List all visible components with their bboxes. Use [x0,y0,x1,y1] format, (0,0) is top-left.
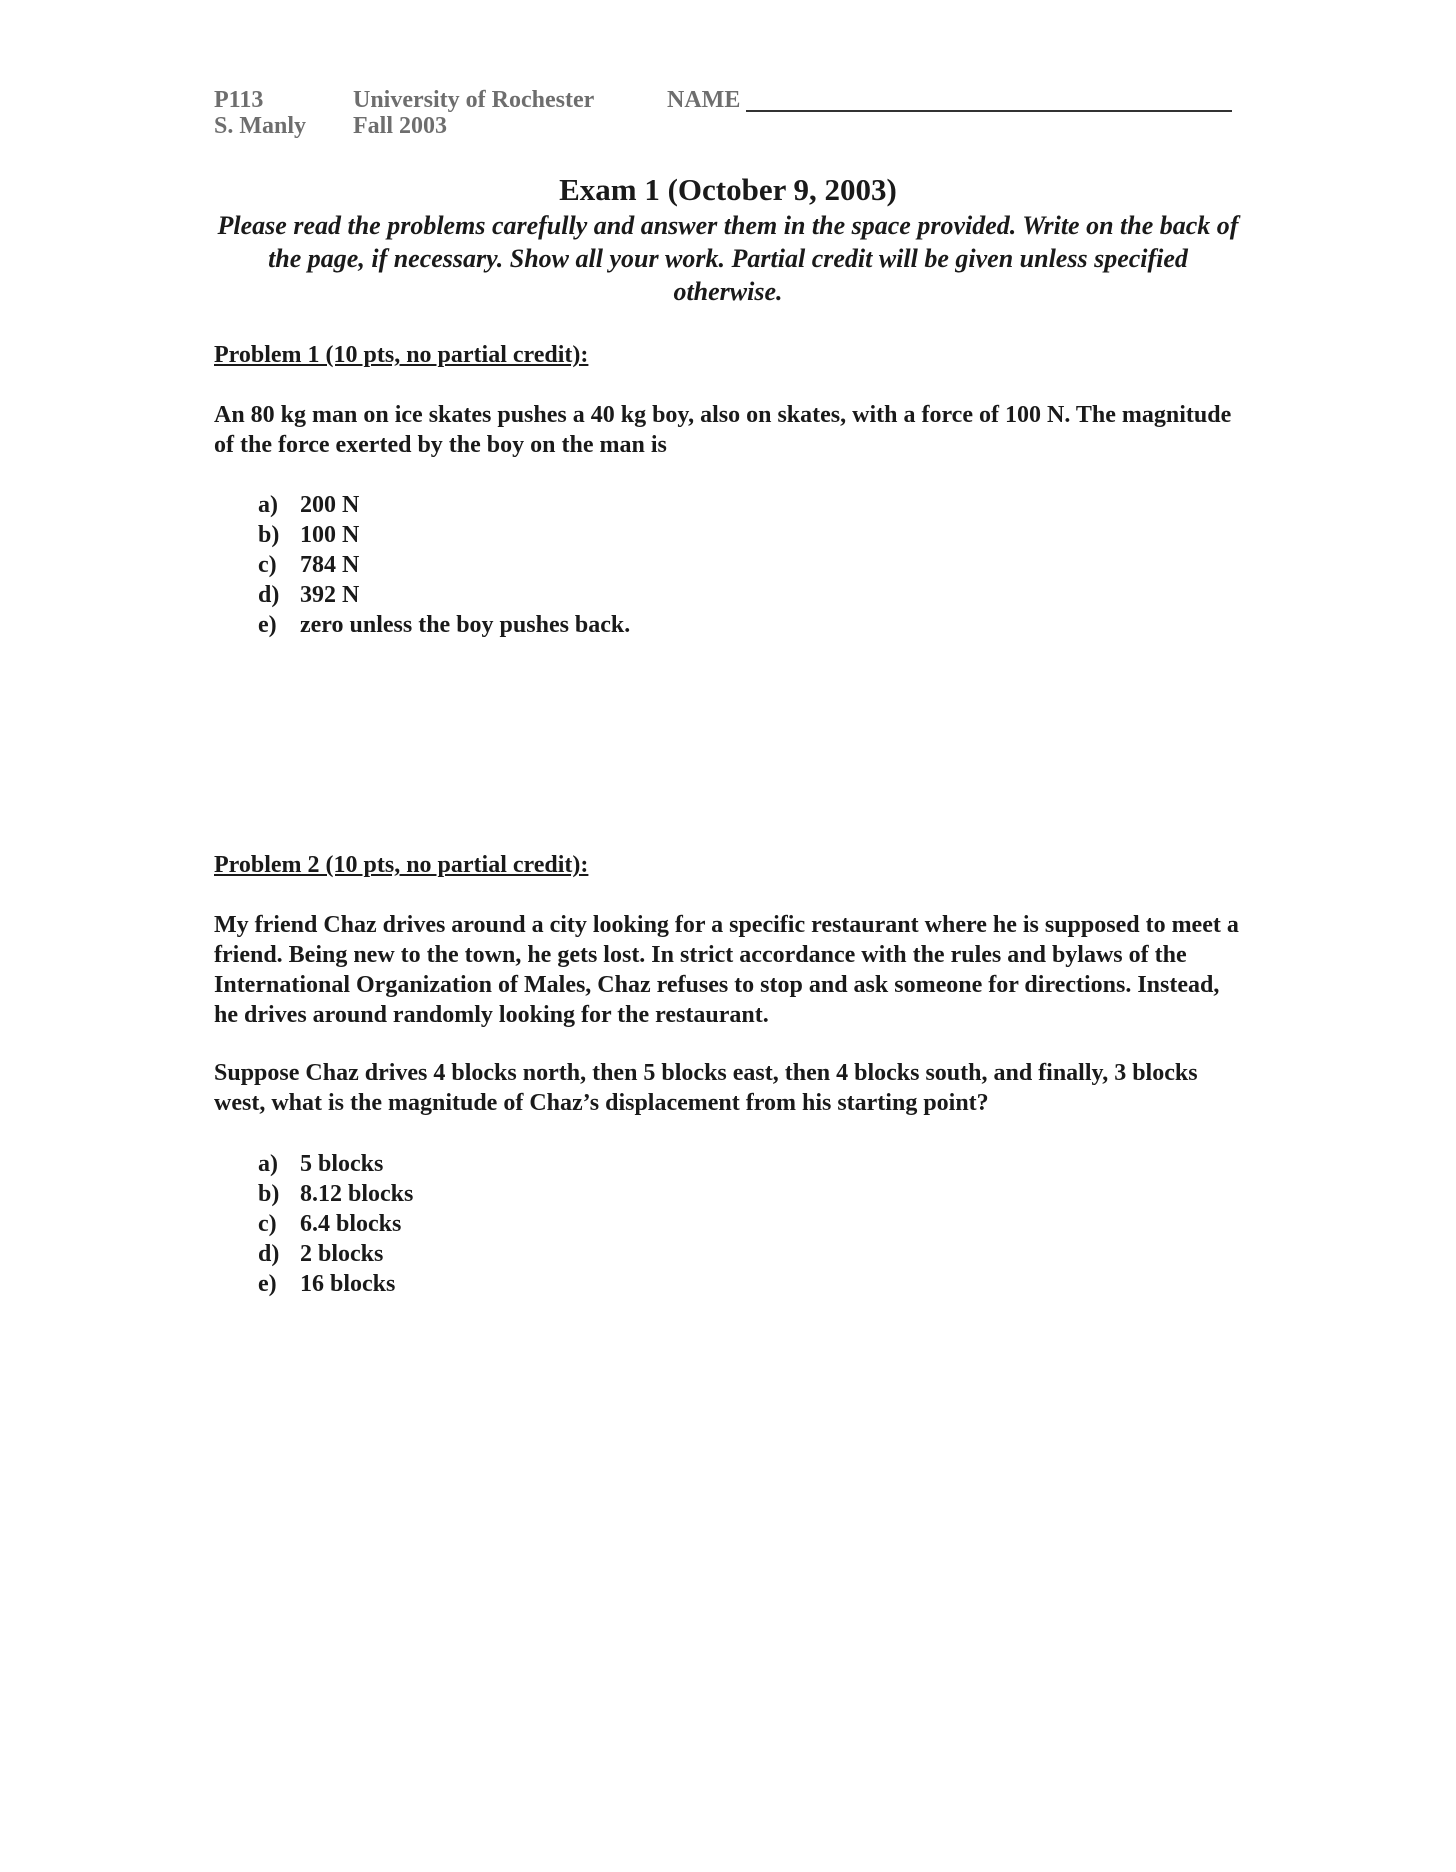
choice-letter: c) [258,1211,277,1237]
name-blank-line[interactable] [746,83,1232,112]
choice-b [258,520,630,550]
choice-text: 392 N [300,582,360,608]
choice-text: 6.4 blocks [300,1211,402,1237]
exam-title: Exam 1 (October 9, 2003) [559,172,897,207]
university-name: University of Rochester [353,87,595,113]
choice-letter: e) [258,612,277,638]
choice-text: 8.12 blocks [300,1181,414,1207]
problem-1-choices [258,490,630,640]
choice-text: 200 N [300,492,360,518]
problem-2-scenario: My friend Chaz drives around a city looking for a specific restaurant where he is supposed to meet a friend. Being new to the town, he gets lost. In strict accordance with the rules and bylaws of the International Organization of Males, Chaz refuses to stop and ask someone for directions. Instead, he drives around randomly looking for the restaurant. [214,912,1239,1028]
choice-d [258,1239,413,1269]
choice-text: 5 blocks [300,1151,384,1177]
choice-letter: e) [258,1271,277,1297]
problem-2-choices [258,1149,413,1299]
problem-1-heading: Problem 1 (10 pts, no partial credit): [214,342,589,368]
problem-2-question: Suppose Chaz drives 4 blocks north, then 5 blocks east, then 4 blocks south, and finally, 3 blocks west, what is the magnitude of Chaz’s displacement from his starting point? [214,1060,1198,1116]
choice-text: 16 blocks [300,1271,396,1297]
choice-a [258,490,630,520]
problem-2-heading: Problem 2 (10 pts, no partial credit): [214,852,589,878]
term: Fall 2003 [353,113,447,139]
choice-text: 100 N [300,522,360,548]
choice-letter: b) [258,522,280,548]
problem-1-question: An 80 kg man on ice skates pushes a 40 kg boy, also on skates, with a force of 100 N. The magnitude of the force exerted by the boy on the man is [214,402,1232,458]
choice-text: 2 blocks [300,1241,384,1267]
choice-a [258,1149,413,1179]
choice-c [258,550,630,580]
choice-letter: c) [258,552,277,578]
choice-e [258,1269,413,1299]
choice-letter: a) [258,1151,278,1177]
choice-c [258,1209,413,1239]
choice-b [258,1179,413,1209]
course-code: P113 [214,87,264,113]
choice-letter: b) [258,1181,280,1207]
choice-letter: a) [258,492,278,518]
choice-letter: d) [258,1241,280,1267]
choice-e [258,610,630,640]
name-label: NAME [667,87,741,113]
choice-letter: d) [258,582,280,608]
exam-instructions: Please read the problems carefully and answer them in the space provided. Write on the back of the page, if necessary. Show all your work. Partial credit will be given unless specified otherwise. [217,211,1239,306]
choice-text: 784 N [300,552,360,578]
choice-d [258,580,630,610]
instructor-name: S. Manly [214,113,307,139]
choice-text: zero unless the boy pushes back. [300,612,631,638]
